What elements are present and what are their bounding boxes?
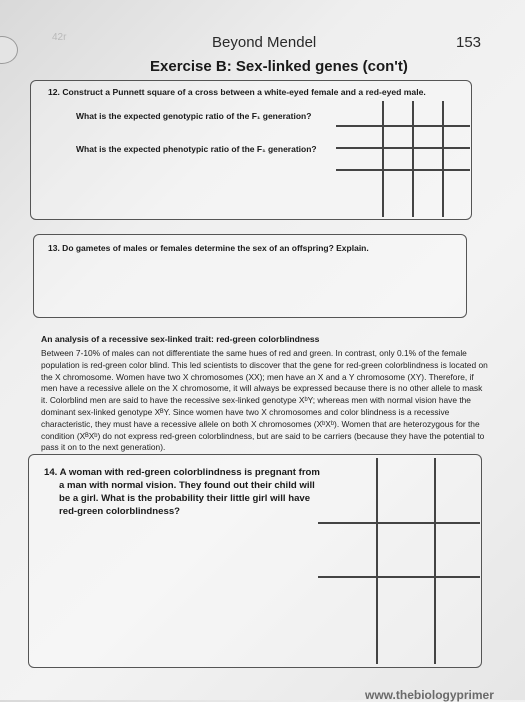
analysis-heading: An analysis of a recessive sex-linked trait: red-green colorblindness [41,334,320,344]
punnett-line [442,101,444,217]
punnett-line [376,458,378,664]
punnett-line [382,101,384,217]
analysis-paragraph: Between 7-10% of males can not differentiate the same hues of red and green. In contrast, only 0.1% of the female population is red-green color blind. This led scientists to discover that the gene for red-green colorblindness is located on the X chromosome. Women have two X chromosomes (XX); men have an X and a Y chromosome (XY). Therefore, if men have a recessive allele on the X chromosome, it will always be expressed because there is no other allele to mask it. Colorblind men are said to have the recessive sex-linked genotype XᵇY; whereas men with normal vision have the dominant sex-linked genotype XᴮY. Since women have two X chromosomes and color blindness is a recessive characteristic, they must have a recessive allele on both X chromosomes (XᵇXᵇ). Women that are heterozygous for the condition (XᴮXᵇ) do not express red-green colorblindness, but are said to be carriers (because they have the potential to pass it on to the next generation). [41,348,488,453]
exercise-title: Exercise B: Sex-linked genes (con't) [150,58,408,75]
question-12-phenotypic: What is the expected phenotypic ratio of the F₁ generation? [76,144,317,154]
question-14-prompt [44,466,344,518]
punnett-line [434,458,436,664]
publisher-watermark: www.thebiologyprimer [365,688,494,702]
question-12-prompt: 12. Construct a Punnett square of a cross between a white-eyed female and a red-eyed male. [48,87,426,97]
question-14-line: a man with normal vision. They found out their child will [59,480,315,491]
page-number: 153 [456,34,482,51]
punnett-line [336,147,470,149]
punnett-line [336,169,470,171]
punnett-line [412,101,414,217]
book-title: Beyond Mendel [212,34,317,51]
question-13-prompt: 13. Do gametes of males or females determine the sex of an offspring? Explain. [48,243,369,253]
punnett-line [318,576,480,578]
punnett-line [318,522,480,524]
margin-mark: 42r [52,32,67,43]
binder-hole [0,36,18,64]
question-14-line: 14. A woman with red-green colorblindness is pregnant from [44,467,320,478]
punnett-line [336,125,470,127]
question-12-genotypic: What is the expected genotypic ratio of the F₁ generation? [76,111,312,121]
question-14-line: red-green colorblindness? [59,506,181,517]
question-14-line: be a girl. What is the probability their little girl will have [59,493,311,504]
